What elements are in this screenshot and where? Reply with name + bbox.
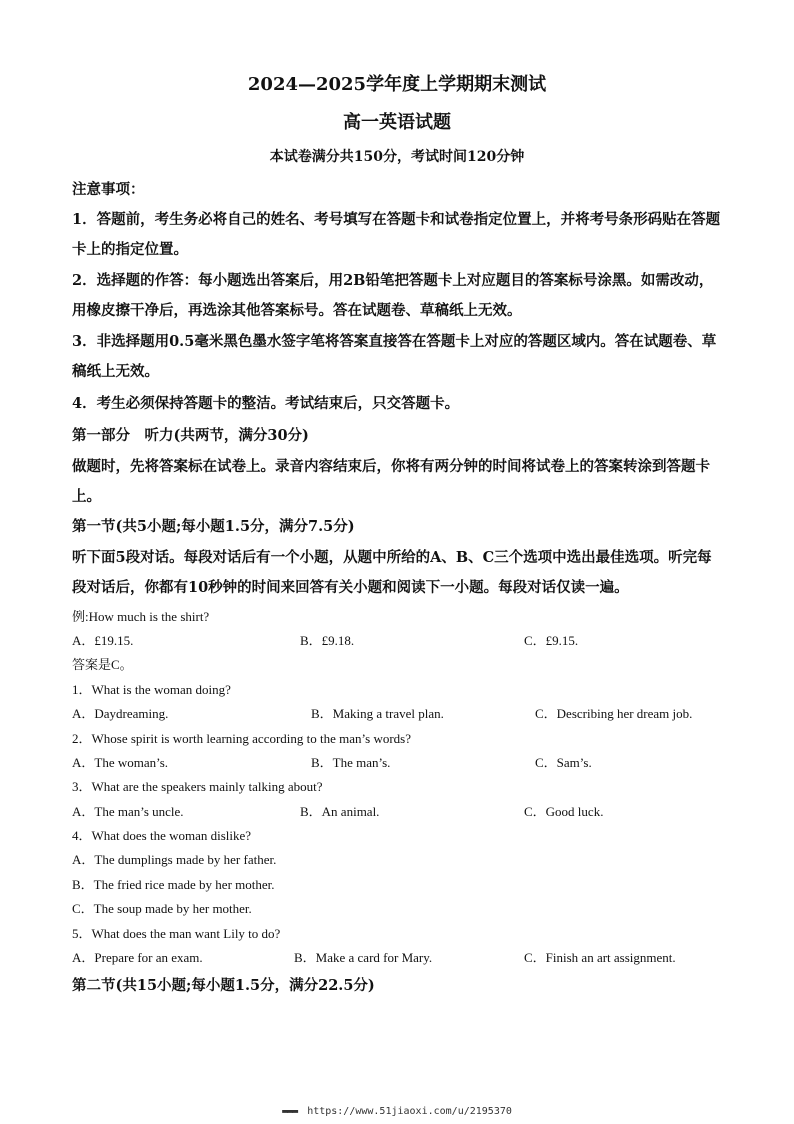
question-4: 4．What does the woman dislike? [72,828,252,843]
exam-subtitle: 高一英语试题 [343,112,451,133]
question-5-option-b: B．Make a card for Mary. [294,950,433,965]
example-question: 例:How much is the shirt? [72,609,210,624]
question-2-option-a: A．The woman’s. [72,755,169,770]
question-2-option-c: C．Sam’s. [535,755,592,770]
section1-instructions: 听下面5段对话。每段对话后有一个小题，从题中所给的A、B、C三个选项中选出最佳选项。听完每段对话后，你都有10秒钟的时间来回答有关小题和阅读下一小题。每段对话仅读一遍。 [72,549,712,596]
question-3-option-c: C．Good luck. [524,804,604,819]
question-2-option-b: B．The man’s. [311,755,391,770]
section2-heading: 第二节(共15小题;每小题1.5分，满分22.5分) [72,977,375,994]
example-option-a: A．£19.15. [72,633,134,648]
notice-item-4: 4．考生必须保持答题卡的整洁。考试结束后，只交答题卡。 [72,395,460,412]
exam-info: 本试卷满分共150分，考试时间120分钟 [269,149,525,165]
question-2: 2．Whose spirit is worth learning according to the man’s words? [72,731,412,746]
notice-heading: 注意事项： [72,181,145,198]
notice-item-2: 2．选择题的作答：每小题选出答案后，用2B铅笔把答题卡上对应题目的答案标号涂黑。如需改动，用橡皮擦干净后，再选涂其他答案标号。答在试题卷、草稿纸上无效。 [72,272,714,319]
question-4-option-a: A．The dumplings made by her father. [72,852,277,867]
question-5-option-a: A．Prepare for an exam. [72,950,203,965]
question-1-option-b: B．Making a travel plan. [311,706,444,721]
part1-heading: 第一部分 听力(共两节，满分30分) [72,427,309,444]
question-5: 5．What does the man want Lily to do? [72,926,281,941]
exam-title: 2024—2025学年度上学期期末测试 [247,74,547,95]
notice-item-3: 3．非选择题用0.5毫米黑色墨水签字笔将答案直接答在答题卡上对应的答题区域内。答在试题卷、草稿纸上无效。 [72,333,717,380]
question-3: 3．What are the speakers mainly talking about? [72,779,323,794]
question-3-option-a: A．The man’s uncle. [72,804,184,819]
question-5-option-c: C．Finish an art assignment. [524,950,676,965]
question-3-option-b: B．An animal. [300,804,380,819]
part1-instructions: 做题时，先将答案标在试卷上。录音内容结束后，你将有两分钟的时间将试卷上的答案转涂到答题卡上。 [72,458,710,505]
question-4-option-c: C．The soup made by her mother. [72,901,252,916]
example-option-c: C．£9.15. [524,633,579,648]
footer-mark: ▬▬▬ [282,1106,298,1117]
question-1-option-c: C．Describing her dream job. [535,706,693,721]
question-1: 1．What is the woman doing? [72,682,231,697]
notice-item-1: 1．答题前，考生务必将自己的姓名、考号填写在答题卡和试卷指定位置上，并将考号条形码贴在答题卡上的指定位置。 [72,211,721,258]
footer-url[interactable]: https://www.51jiaoxi.com/u/2195370 [307,1106,512,1117]
example-answer: 答案是C。 [72,657,133,672]
question-4-option-b: B．The fried rice made by her mother. [72,877,275,892]
question-1-option-a: A．Daydreaming. [72,706,169,721]
page-footer [0,1106,794,1117]
section1-heading: 第一节(共5小题;每小题1.5分，满分7.5分) [72,518,355,535]
example-option-b: B．£9.18. [300,633,355,648]
